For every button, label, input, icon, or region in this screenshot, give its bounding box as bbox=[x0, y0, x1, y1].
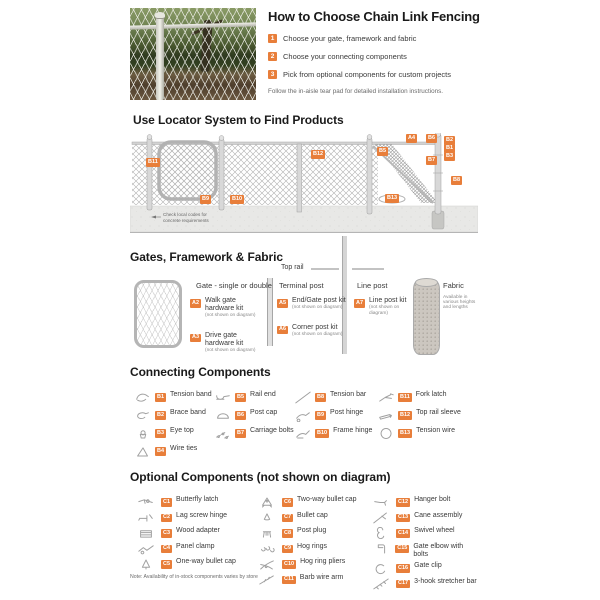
hog-rings-icon bbox=[254, 543, 280, 555]
brace-band-icon bbox=[133, 409, 153, 422]
fork-latch-icon bbox=[376, 391, 396, 404]
component-item-C17 bbox=[368, 578, 478, 590]
item-tag: C17 bbox=[398, 580, 409, 587]
item-label: Walk gate hardware kit (not shown on diagram) bbox=[205, 297, 266, 319]
item-tag: B4 bbox=[157, 447, 165, 454]
gate-elbow-icon bbox=[368, 543, 393, 555]
item-tag: B8 bbox=[317, 393, 325, 400]
gates-heading: Gates, Framework & Fabric bbox=[130, 250, 283, 264]
component-item-B7 bbox=[213, 427, 294, 440]
locator-tag-B13: B13 bbox=[387, 194, 398, 201]
item-tag: C10 bbox=[284, 560, 295, 567]
item-sublabel: (not shown on diagram) bbox=[205, 347, 256, 353]
item-label: Eye top bbox=[170, 427, 194, 434]
item-tag: C15 bbox=[397, 545, 408, 551]
connecting-col-1 bbox=[133, 391, 212, 458]
tension-bar-icon bbox=[293, 391, 313, 404]
locator-heading: Use Locator System to Find Products bbox=[133, 113, 344, 127]
item-label: Drive gate hardware kit (not shown on diagram) bbox=[205, 332, 266, 354]
eye-top-icon bbox=[133, 427, 153, 440]
locator-tag-B11: B11 bbox=[148, 158, 158, 165]
chain-link-mesh bbox=[130, 8, 256, 100]
step-item bbox=[268, 34, 480, 43]
item-tag: B7 bbox=[237, 429, 245, 436]
component-item-B4 bbox=[133, 445, 212, 458]
locator-tag-B12: B12 bbox=[313, 150, 324, 157]
item-label: Tension band bbox=[170, 391, 212, 398]
header bbox=[268, 10, 480, 95]
item-sublabel: (not shown on diagram) bbox=[369, 305, 400, 316]
item-tag: A7 bbox=[356, 299, 364, 306]
post-cap-icon bbox=[213, 409, 233, 422]
locator-tag-B6: B6 bbox=[428, 134, 436, 141]
panel-clamp-icon bbox=[133, 543, 159, 555]
item-tag: C6 bbox=[284, 498, 292, 505]
item-tag: A6 bbox=[279, 326, 287, 333]
hog-ring-pliers-icon bbox=[254, 558, 280, 570]
item-tag: B5 bbox=[237, 393, 245, 400]
step-number-badge: 2 bbox=[268, 52, 277, 61]
connecting-section bbox=[130, 365, 478, 465]
item-label: Bullet cap bbox=[297, 511, 328, 519]
component-item-C16 bbox=[368, 562, 478, 574]
item-label: Corner post kit (not shown on diagram) bbox=[292, 323, 343, 337]
post-plug-icon bbox=[254, 527, 280, 539]
component-item-B2 bbox=[133, 409, 212, 422]
item-label: End/Gate post kit (not shown on diagram) bbox=[292, 297, 346, 311]
item-tag: C5 bbox=[163, 560, 171, 567]
item-label: Brace band bbox=[170, 409, 206, 416]
tension-band-icon bbox=[133, 391, 153, 404]
component-item-C12 bbox=[368, 496, 478, 508]
item-tag: B13 bbox=[400, 429, 411, 436]
component-item-B8 bbox=[293, 391, 372, 404]
optional-section bbox=[130, 470, 478, 596]
item-tag: C3 bbox=[163, 529, 171, 536]
item-label: Post plug bbox=[297, 527, 327, 534]
connecting-col-3 bbox=[293, 391, 372, 440]
wire-ties-icon bbox=[133, 445, 153, 458]
optional-col-1 bbox=[133, 496, 236, 570]
item-label: Gate elbow with bolts bbox=[413, 542, 464, 558]
fabric-label: Fabric bbox=[443, 281, 464, 290]
top-rail-label: Top rail bbox=[281, 264, 304, 271]
step-number-badge: 1 bbox=[268, 34, 277, 43]
item-tag: B10 bbox=[317, 429, 328, 436]
component-item-A7 bbox=[352, 297, 412, 316]
item-label: Frame hinge bbox=[333, 427, 373, 434]
item-tag: A3 bbox=[192, 334, 200, 341]
cane-assembly-icon bbox=[368, 512, 394, 524]
header-note: Follow the in-aisle tear pad for detailed installation instructions. bbox=[268, 88, 444, 96]
item-label: Gate clip bbox=[414, 562, 442, 570]
item-label: Lag screw hinge bbox=[176, 511, 228, 519]
steps-list bbox=[268, 34, 480, 79]
component-item-C13 bbox=[368, 512, 478, 524]
component-item-C1 bbox=[133, 496, 236, 508]
gate-clip-icon bbox=[368, 562, 394, 574]
optional-col-2 bbox=[254, 496, 357, 586]
rail-end-icon bbox=[213, 391, 233, 404]
connecting-col-4 bbox=[376, 391, 461, 440]
item-label: Two-way bullet cap bbox=[297, 496, 357, 503]
item-tag: B6 bbox=[237, 411, 245, 418]
locator-tag-B5: B5 bbox=[379, 147, 387, 154]
fabric-sub-label: Available in various heights and lengths bbox=[443, 295, 476, 310]
item-label: Tension wire bbox=[416, 427, 456, 434]
post-hinge-icon bbox=[293, 409, 313, 422]
item-label: Post hinge bbox=[330, 409, 364, 416]
fence-post bbox=[156, 16, 164, 100]
step-item bbox=[268, 52, 480, 61]
locator-tag-A4: A4 bbox=[408, 134, 416, 141]
stretcher-bar-icon bbox=[368, 578, 394, 590]
item-tag: B9 bbox=[317, 411, 325, 418]
component-item-C3 bbox=[133, 527, 236, 539]
component-item-B10 bbox=[293, 427, 372, 440]
component-item-B12 bbox=[376, 409, 461, 422]
item-tag: B12 bbox=[400, 411, 411, 418]
top-rail-sleeve-icon bbox=[376, 409, 396, 422]
item-sublabel: (not shown on diagram) bbox=[205, 313, 256, 319]
item-label: 3-hook stretcher bar bbox=[414, 577, 477, 585]
step-item bbox=[268, 70, 480, 79]
item-tag: A2 bbox=[192, 299, 200, 306]
gate-items bbox=[188, 297, 266, 353]
locator-tag-B8: B8 bbox=[453, 176, 461, 183]
fence-photo bbox=[130, 8, 256, 100]
item-label: Fork latch bbox=[415, 391, 447, 398]
item-label: Cane assembly bbox=[414, 511, 463, 519]
component-item-B5 bbox=[213, 391, 294, 404]
item-sublabel: (not shown on diagram) bbox=[292, 305, 343, 311]
tension-wire-icon bbox=[376, 427, 396, 440]
item-tag: C2 bbox=[163, 514, 171, 520]
item-tag: C13 bbox=[398, 514, 409, 520]
local-codes-note: Check local codes for concrete requirements bbox=[163, 212, 209, 223]
item-label: Carriage bolts bbox=[250, 427, 294, 434]
item-label: Wood adapter bbox=[176, 527, 220, 534]
fabric-roll-thumbnail bbox=[413, 279, 440, 355]
item-tag: B2 bbox=[157, 411, 165, 418]
item-label: Hanger bolt bbox=[414, 496, 451, 503]
locator-tag-B3: B3 bbox=[446, 152, 454, 159]
component-item-A5 bbox=[275, 297, 349, 311]
item-label: Tension bar bbox=[330, 391, 367, 398]
component-item-A6 bbox=[275, 324, 349, 338]
connecting-heading: Connecting Components bbox=[130, 365, 271, 379]
item-tag: B11 bbox=[400, 393, 410, 400]
locator-tag-B7: B7 bbox=[428, 156, 436, 163]
component-item-B11 bbox=[376, 391, 461, 404]
availability-note: Note: Availability of in-stock components varies by store bbox=[130, 574, 258, 580]
component-item-C11 bbox=[254, 574, 357, 586]
gate-thumbnail bbox=[134, 280, 182, 348]
hanger-bolt-icon bbox=[368, 496, 394, 508]
optional-col-3 bbox=[368, 496, 478, 590]
item-label: Top rail sleeve bbox=[416, 409, 461, 416]
component-item-C2 bbox=[133, 512, 236, 524]
item-label: Hog ring pliers bbox=[300, 558, 346, 565]
item-tag: C11 bbox=[284, 576, 294, 582]
item-label: Rail end bbox=[250, 391, 276, 398]
locator-tag-B9: B9 bbox=[202, 195, 210, 202]
locator-diagram bbox=[130, 133, 478, 238]
item-label: Hog rings bbox=[297, 542, 327, 550]
step-number-badge: 3 bbox=[268, 70, 277, 79]
item-tag: C7 bbox=[284, 514, 292, 520]
component-item-C7 bbox=[254, 512, 357, 524]
gates-section bbox=[130, 250, 478, 364]
butterfly-latch-icon bbox=[133, 496, 159, 508]
item-tag: C16 bbox=[398, 564, 409, 571]
component-item-C10 bbox=[254, 558, 357, 570]
item-tag: C9 bbox=[284, 545, 292, 551]
item-tag: B3 bbox=[157, 429, 165, 436]
terminal-post-label: Terminal post bbox=[279, 281, 324, 290]
component-item-C8 bbox=[254, 527, 357, 539]
step-text: Pick from optional components for custom projects bbox=[283, 70, 451, 80]
component-item-C15 bbox=[368, 543, 478, 559]
component-item-B1 bbox=[133, 391, 212, 404]
one-way-bullet-cap-icon bbox=[133, 558, 159, 570]
component-item-C14 bbox=[368, 527, 478, 539]
step-text: Choose your gate, framework and fabric bbox=[283, 34, 417, 44]
item-label: Wire ties bbox=[170, 445, 198, 452]
item-label: One-way bullet cap bbox=[176, 558, 236, 565]
item-label: Butterfly latch bbox=[176, 496, 219, 503]
fence-post-cap bbox=[155, 12, 165, 18]
component-item-C4 bbox=[133, 543, 236, 555]
component-item-A3 bbox=[188, 332, 266, 354]
item-label: Barb wire arm bbox=[299, 573, 344, 581]
optional-heading: Optional Components (not shown on diagram) bbox=[130, 470, 391, 484]
page-title: How to Choose Chain Link Fencing bbox=[268, 9, 480, 24]
step-text: Choose your connecting components bbox=[283, 52, 407, 62]
component-item-B3 bbox=[133, 427, 212, 440]
top-rail-line bbox=[311, 268, 339, 270]
locator-tag-B2: B2 bbox=[446, 136, 454, 143]
component-item-C6 bbox=[254, 496, 357, 508]
component-item-A2 bbox=[188, 297, 266, 319]
component-item-B6 bbox=[213, 409, 294, 422]
terminal-items bbox=[275, 297, 349, 337]
gate-label: Gate - single or double bbox=[196, 281, 272, 290]
top-rail-line bbox=[352, 268, 384, 270]
wood-adapter-icon bbox=[133, 527, 159, 539]
line-post-label: Line post bbox=[357, 281, 388, 290]
item-label: Panel clamp bbox=[176, 542, 215, 550]
item-tag: C14 bbox=[398, 529, 409, 536]
bullet-cap-icon bbox=[254, 512, 280, 524]
two-way-bullet-cap-icon bbox=[254, 496, 280, 508]
connecting-col-2 bbox=[213, 391, 294, 440]
item-sublabel: (not shown on diagram) bbox=[292, 331, 343, 337]
component-item-C9 bbox=[254, 543, 357, 555]
item-label: Post cap bbox=[250, 409, 278, 416]
locator-tag-B1: B1 bbox=[446, 144, 454, 151]
component-item-C5 bbox=[133, 558, 236, 570]
swivel-wheel-icon bbox=[368, 527, 394, 539]
component-item-B9 bbox=[293, 409, 372, 422]
item-tag: B1 bbox=[157, 393, 165, 400]
item-label: Line post kit (not shown on diagram) bbox=[369, 297, 412, 316]
item-tag: C1 bbox=[163, 498, 171, 505]
frame-hinge-icon bbox=[293, 427, 313, 440]
carriage-bolts-icon bbox=[213, 427, 233, 440]
item-tag: C8 bbox=[284, 529, 292, 536]
item-label: Swivel wheel bbox=[414, 527, 455, 534]
item-tag: A5 bbox=[279, 299, 287, 306]
item-tag: C12 bbox=[398, 498, 409, 505]
item-tag: C4 bbox=[163, 545, 171, 551]
line-items bbox=[352, 297, 412, 316]
component-item-B13 bbox=[376, 427, 461, 440]
locator-tag-B10: B10 bbox=[232, 195, 243, 202]
lag-screw-hinge-icon bbox=[133, 512, 159, 524]
